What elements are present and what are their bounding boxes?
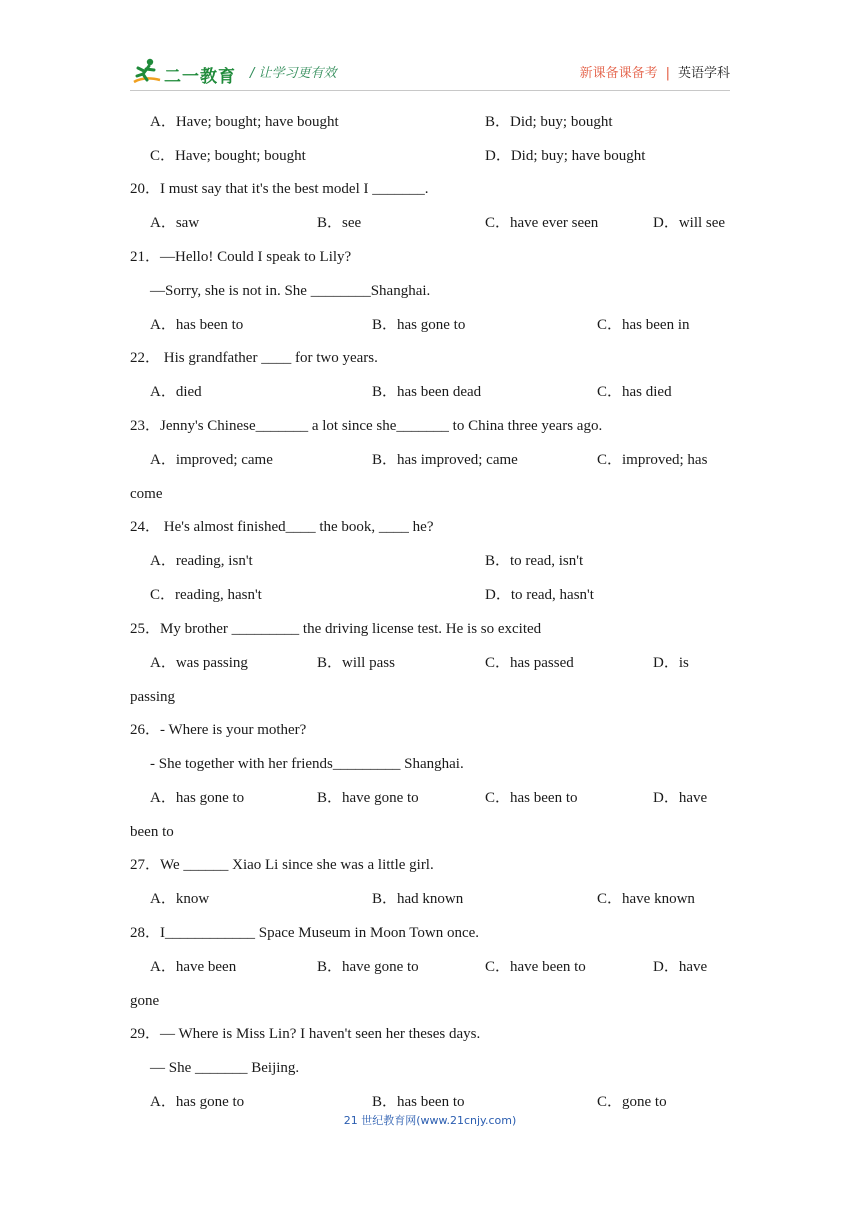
question-text: 24． He's almost finished____ the book, ____ he?	[130, 519, 434, 535]
answer-option: B．to read, isn't	[485, 553, 584, 569]
header-divider	[130, 90, 730, 91]
answer-option: C．reading, hasn't	[150, 587, 262, 603]
question-text: 21．—Hello! Could I speak to Lily?	[130, 249, 352, 265]
page-footer: 21 世纪教育网(www.21cnjy.com)	[343, 1114, 517, 1127]
question-text: —Sorry, she is not in. She ________Shanghai.	[150, 283, 431, 299]
question-text: 28．I____________ Space Museum in Moon Town once.	[130, 925, 480, 941]
question-text: 25．My brother _________ the driving license test. He is so excited	[130, 621, 542, 637]
question-text: passing	[130, 689, 175, 705]
answer-option: A．has gone to	[150, 790, 245, 806]
answer-option: A．has gone to	[150, 1094, 245, 1110]
question-text: gone	[130, 993, 160, 1009]
answer-option: D．to read, hasn't	[485, 587, 594, 603]
answer-option: C．have been to	[485, 959, 586, 975]
header-right	[580, 62, 730, 81]
logo-text: 二一教育	[164, 67, 236, 87]
slogan: / 让学习更有效	[250, 66, 337, 81]
answer-option: B．has improved; came	[372, 452, 518, 468]
answer-option: A．reading, isn't	[150, 553, 253, 569]
answer-option: C．has passed	[485, 655, 574, 671]
answer-option: B．will pass	[317, 655, 395, 671]
answer-option: D．is	[653, 655, 689, 671]
answer-option: D．will see	[653, 215, 726, 231]
answer-option: B．Did; buy; bought	[485, 114, 613, 130]
answer-option: D．have	[653, 790, 708, 806]
answer-option: C．has been to	[485, 790, 578, 806]
answer-option: B．had known	[372, 891, 464, 907]
answer-option: A．know	[150, 891, 210, 907]
answer-option: A．was passing	[150, 655, 248, 671]
answer-option: C．gone to	[597, 1094, 667, 1110]
answer-option: C．improved; has	[597, 452, 708, 468]
question-text: 23．Jenny's Chinese_______ a lot since she_______ to China three years ago.	[130, 418, 603, 434]
answer-option: C．have known	[597, 891, 695, 907]
header-subject: 英语学科	[677, 66, 730, 81]
question-text: come	[130, 486, 163, 502]
logo	[130, 56, 242, 88]
question-text: - She together with her friends_________ Shanghai.	[150, 756, 464, 772]
answer-option: B．have gone to	[317, 790, 419, 806]
question-text: 20．I must say that it's the best model I _______.	[130, 181, 429, 197]
answer-option: B．have gone to	[317, 959, 419, 975]
question-text: 26．- Where is your mother?	[130, 722, 307, 738]
answer-option: C．Have; bought; bought	[150, 148, 306, 164]
page-header	[130, 56, 730, 90]
answer-option: A．saw	[150, 215, 200, 231]
answer-option: A．improved; came	[150, 452, 273, 468]
answer-option: C．has died	[597, 384, 672, 400]
answer-option: A．died	[150, 384, 202, 400]
question-text: been to	[130, 824, 174, 840]
answer-option: B．has gone to	[372, 317, 466, 333]
answer-option: C．has been in	[597, 317, 690, 333]
question-text: 22． His grandfather ____ for two years.	[130, 350, 378, 366]
answer-option: D．have	[653, 959, 708, 975]
question-text: 27．We ______ Xiao Li since she was a little girl.	[130, 857, 434, 873]
answer-option: B．see	[317, 215, 362, 231]
answer-option: A．has been to	[150, 317, 244, 333]
answer-option: A．have been	[150, 959, 237, 975]
answer-option: D．Did; buy; have bought	[485, 148, 646, 164]
header-separator: |	[665, 66, 670, 81]
answer-option: C．have ever seen	[485, 215, 599, 231]
answer-option: B．has been dead	[372, 384, 482, 400]
answer-option: A．Have; bought; have bought	[150, 114, 339, 130]
header-tagline: 新课备课备考	[579, 66, 658, 81]
question-text: 29．— Where is Miss Lin? I haven't seen her theses days.	[130, 1026, 481, 1042]
question-text: — She _______ Beijing.	[150, 1060, 300, 1076]
runner-logo-icon	[130, 56, 164, 88]
answer-option: B．has been to	[372, 1094, 465, 1110]
